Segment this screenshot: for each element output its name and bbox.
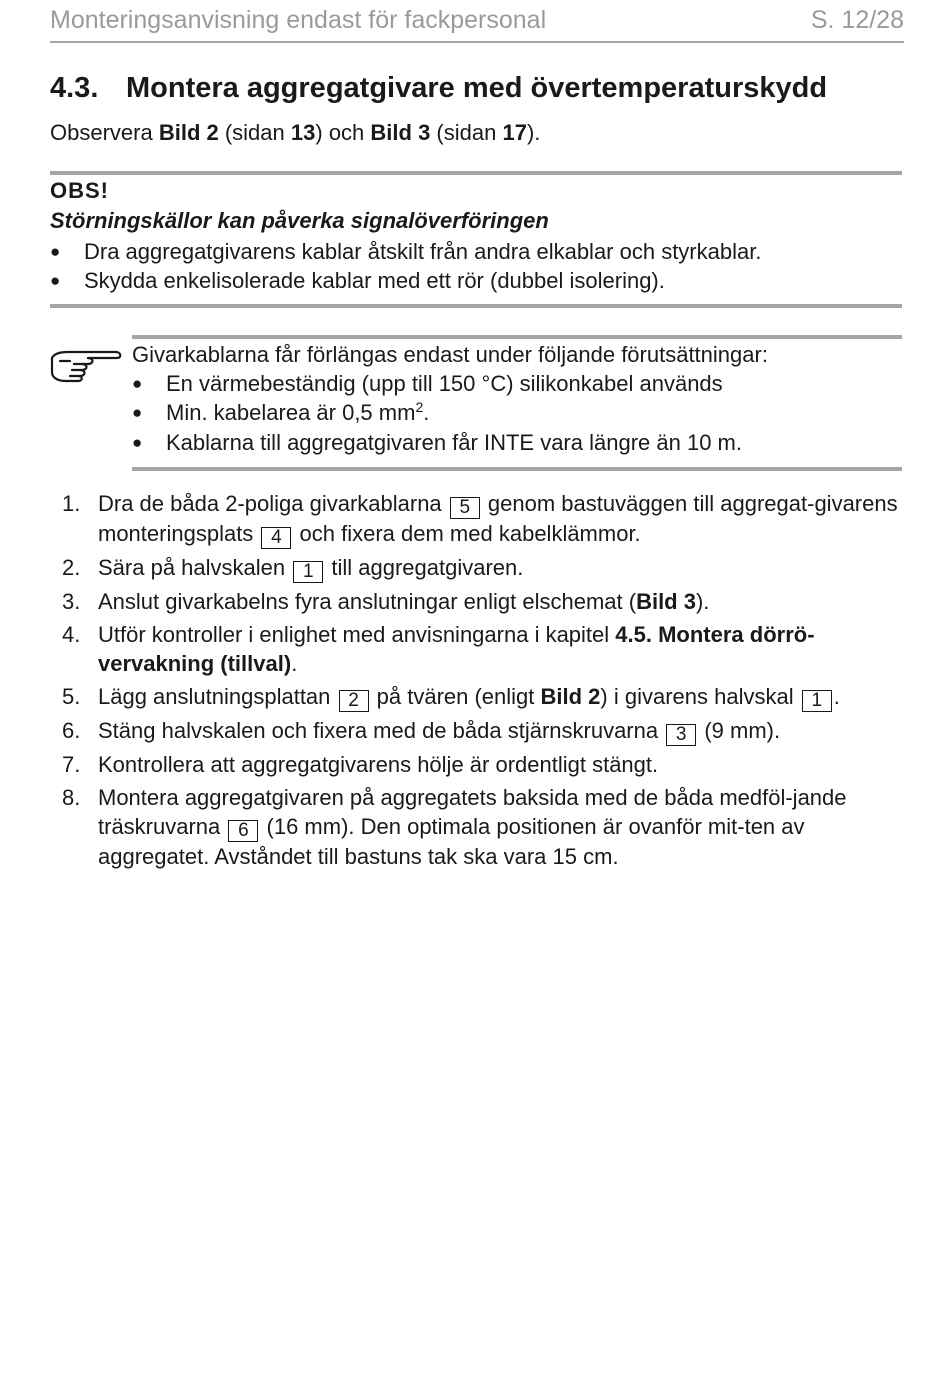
part-number-box: 5 [450,497,480,519]
step-text [98,783,912,871]
step-text-part: Stäng halvskalen och fixera med de båda stjärnskruvarna [98,718,665,743]
document-title: Monteringsanvisning endast för fackpersonal [50,5,547,34]
step-text-part: till aggregatgivaren. [325,555,524,580]
step-item [62,716,912,746]
step-item [62,489,912,549]
part-number-box: 1 [802,690,832,712]
note-item-text: Kablarna till aggregatgivaren får INTE vara längre än 10 m. [166,430,742,455]
step-text-part: och fixera dem med kabelklämmor. [293,521,641,546]
warning-item-text: Skydda enkelisolerade kablar med ett rör (dubbel isolering). [84,268,665,293]
note-item-text: . [423,400,430,425]
step-number: 1. [62,491,81,516]
section-title: Montera aggregatgivare med övertemperaturskydd [126,72,828,104]
bullet: ● [50,271,61,290]
note-item-text: En värmebeständig (upp till 150 °C) silikonkabel används [166,371,723,396]
step-item [62,750,912,779]
note-item [132,400,429,426]
superscript: 2 [415,399,424,415]
step-text-part: ) i givarens halvskal [600,684,800,709]
bullet: ● [132,403,143,422]
part-number-box: 1 [293,561,323,583]
intro-text: ) och [315,120,371,145]
note-top-rule [132,335,902,339]
step-text: Kontrollera att aggregatgivarens hölje är ordentligt stängt. [98,752,659,777]
step-text-part: Utför kontroller i enlighet med anvisningarna i kapitel [98,622,616,647]
section-number: 4.3. [50,72,99,104]
step-item [62,783,912,871]
note-item-text: Min. kabelarea är 0,5 mm [166,400,416,425]
warning-label: OBS! [50,178,109,203]
intro-figure-ref: Bild 2 [158,120,219,145]
step-number: 5. [62,684,81,709]
step-item [62,553,912,583]
step-text [98,716,912,746]
warning-item [50,239,761,265]
step-text [98,489,912,549]
step-number: 3. [62,589,81,614]
note-intro: Givarkablarna får förlängas endast under följande förutsättningar: [132,342,768,367]
figure-ref: Bild 2 [540,684,601,709]
intro-text: ). [526,120,541,145]
part-number-box: 4 [261,527,291,549]
note-bottom-rule [132,467,902,471]
step-text-part: (9 mm). [698,718,781,743]
intro-page-ref: 17 [502,120,527,145]
steps-list [62,489,912,875]
step-text [98,587,912,616]
part-number-box: 6 [228,820,258,842]
part-number-box: 3 [666,724,696,746]
step-number: 4. [62,622,81,647]
step-number: 2. [62,555,81,580]
step-number: 7. [62,752,81,777]
intro-text: (sidan [218,120,291,145]
step-text-part: . [291,651,298,676]
note-item [132,430,742,456]
step-number: 6. [62,718,81,743]
intro-text: Observera [50,120,159,145]
step-text [98,553,912,583]
running-header [50,3,904,37]
step-text [98,620,912,678]
step-text-part: Dra de båda 2-poliga givarkablarna [98,491,448,516]
step-number: 8. [62,785,81,810]
bullet: ● [50,242,61,261]
step-text-part: Montera aggregatgivaren på aggregatets baksida med de båda medföl-jande träskruvarna [98,785,847,839]
step-text-part: genom bastuväggen till aggregat-givarens monteringsplats [98,491,898,546]
step-item [62,620,912,678]
pointing-hand-icon [48,344,124,384]
step-text-part: Lägg anslutningsplattan [98,684,337,709]
intro-figure-ref: Bild 3 [370,120,431,145]
warning-bottom-rule [50,304,902,308]
step-item [62,587,912,616]
figure-ref: Bild 3 [636,589,696,614]
page-number: S. 12/28 [810,5,904,34]
step-text-part: Anslut givarkabelns fyra anslutningar enligt elschemat ( [98,589,637,614]
step-text-part: (16 mm). Den optimala positionen är ovanför mit-ten av aggregatet. Avståndet till bastuns tak ska vara 15 cm. [98,814,805,869]
chapter-ref: 4.5. Montera dörrö-vervakning (tillval) [98,622,815,676]
intro-page-ref: 13 [290,120,316,145]
step-text-part: ). [695,589,710,614]
warning-top-rule [50,171,902,175]
bullet: ● [132,374,143,393]
step-text [98,682,912,712]
section-heading [50,72,827,105]
step-text-part: på tvären (enligt [370,684,541,709]
warning-item-text: Dra aggregatgivarens kablar åtskilt från andra elkablar och styrkablar. [84,239,762,264]
step-item [62,682,912,712]
intro-text: (sidan [430,120,503,145]
step-text-part: Sära på halvskalen [98,555,292,580]
note-item [132,371,723,397]
warning-title: Störningskällor kan påverka signalöverföringen [50,208,549,233]
intro-paragraph [50,120,540,146]
bullet: ● [132,433,143,452]
part-number-box: 2 [339,690,369,712]
warning-item [50,268,665,294]
step-text-part: . [833,684,840,709]
header-divider [50,41,904,43]
